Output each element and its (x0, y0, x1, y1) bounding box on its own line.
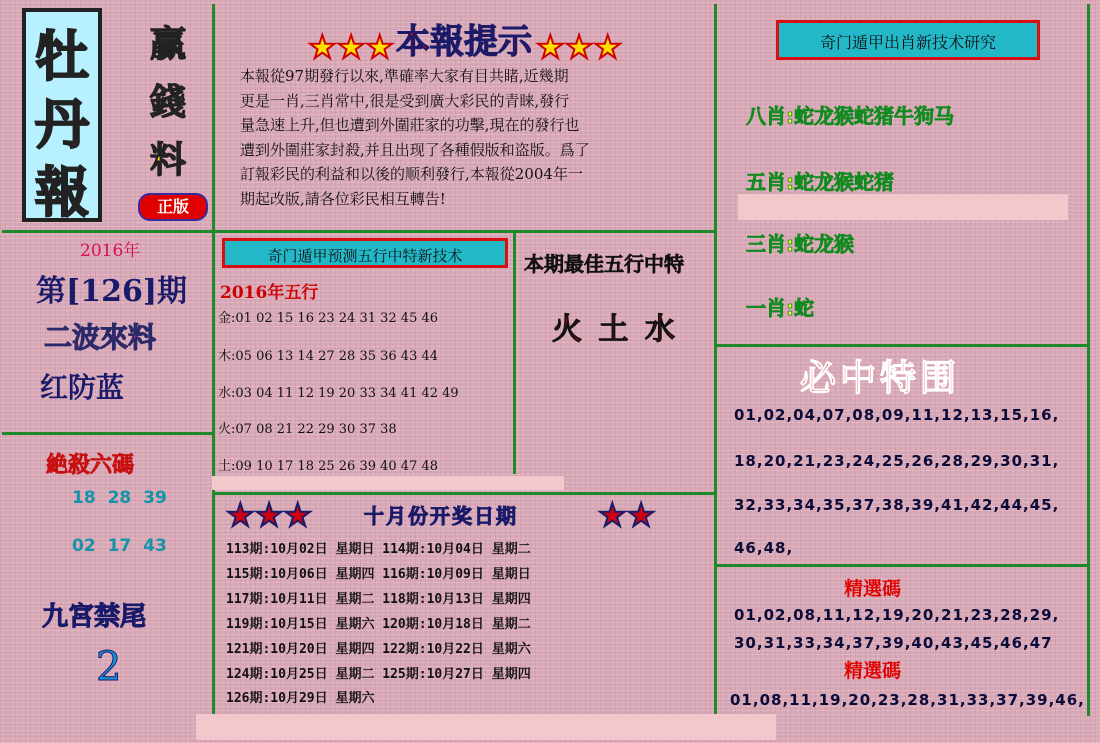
wuxing-numbers: 05 06 13 14 27 28 35 36 43 44 (235, 349, 439, 364)
calendar-row: 121期:10月20日 星期四 122期:10月22日 星期六 (226, 642, 531, 657)
wuxing-element: 木 (218, 349, 232, 364)
notice-body (240, 64, 706, 211)
slogan-char: 錢 (150, 81, 187, 123)
zodiac-research-banner: 奇门遁甲出肖新技术研究 (776, 20, 1040, 60)
qimen-wuxing-banner: 奇门遁甲预测五行中特新技术 (222, 238, 508, 268)
wuxing-numbers: 03 04 11 12 19 20 33 34 41 42 49 (235, 386, 459, 401)
zodiac-five: 五肖:蛇龙猴蛇猪 (746, 170, 894, 194)
wuxing-numbers: 01 02 15 16 23 24 31 32 45 46 (235, 311, 439, 326)
star-icon: ★★★ (536, 28, 623, 66)
wuxing-element: 水 (218, 386, 232, 401)
defense-label: 红防蓝 (40, 371, 125, 404)
selected-row: 01,08,11,19,20,23,28,31,33,37,39,46, (730, 691, 1085, 709)
notice-line: 量急速上升,但也遭到外圍莊家的功擊,現在的發行也 (240, 116, 580, 134)
special-zone-title: 必中特围 (800, 358, 961, 399)
wuxing-numbers: 07 08 21 22 29 30 37 38 (235, 422, 397, 437)
calendar-row: 119期:10月15日 星期六 120期:10月18日 星期二 (226, 617, 531, 632)
divider-horizontal-2 (2, 432, 214, 435)
logo-box (22, 8, 102, 222)
zodiac-one: 一肖:蛇 (746, 296, 814, 320)
wuxing-element: 金 (218, 311, 232, 326)
star-icon: ★★★ (308, 28, 395, 66)
divider-vertical-1 (212, 4, 215, 716)
calendar-row: 124期:10月25日 星期二 125期:10月27日 星期四 (226, 667, 531, 682)
special-zone-row: 01,02,04,07,08,09,11,12,13,15,16, (734, 406, 1060, 424)
blank-strip (196, 714, 776, 740)
slogan-char: 贏 (150, 23, 187, 65)
logo-char: 牡 (35, 24, 89, 88)
calendar-row: 117期:10月11日 星期二 118期:10月13日 星期四 (226, 592, 531, 607)
best-wuxing-title: 本期最佳五行中特 (524, 252, 684, 276)
zodiac-three: 三肖:蛇龙猴 (746, 232, 854, 256)
calendar-row: 113期:10月02日 星期日 114期:10月04日 星期二 (226, 542, 531, 557)
issue-year: 2016年 (80, 241, 141, 261)
second-wave-label: 二波來料 (44, 321, 157, 354)
special-zone-row: 46,48, (734, 539, 794, 557)
official-badge: 正版 (138, 193, 208, 221)
wuxing-row: 水:03 04 11 12 19 20 33 34 41 42 49 (218, 386, 459, 401)
special-zone-row: 18,20,21,23,24,25,26,28,29,30,31, (734, 452, 1060, 470)
nine-palace-value: 2 (96, 644, 122, 690)
best-wuxing-value: 火 土 水 (552, 312, 675, 347)
divider-vertical-3 (513, 232, 516, 474)
notice-line: 訂報彩民的利益和以後的顺利發行,本報從2004年一 (240, 165, 583, 183)
wuxing-element: 土 (218, 459, 232, 474)
selected-row: 30,31,33,34,37,39,40,43,45,46,47 (734, 634, 1053, 652)
special-zone-row: 32,33,34,35,37,38,39,41,42,44,45, (734, 496, 1060, 514)
divider-horizontal-3 (212, 492, 716, 495)
wuxing-row: 火:07 08 21 22 29 30 37 38 (218, 422, 397, 437)
notice-line: 更是一肖,三肖常中,很是受到廣大彩民的青睐,發行 (240, 91, 570, 110)
notice-title: 本報提示 (396, 22, 532, 62)
calendar-row: 115期:10月06日 星期四 116期:10月09日 星期日 (226, 567, 531, 582)
kill-six-title: 絶殺六碼 (46, 453, 135, 478)
divider-vertical-4 (1087, 4, 1090, 716)
notice-line: 本報從97期發行以來,準確率大家有目共睹,近幾期 (240, 67, 569, 85)
notice-line: 期起改版,請各位彩民相互轉告! (240, 189, 446, 208)
wuxing-element: 火 (218, 422, 232, 437)
selected-title: 精選碼 (844, 578, 902, 600)
divider-vertical-2 (714, 4, 717, 716)
wuxing-row: 金:01 02 15 16 23 24 31 32 45 46 (218, 311, 439, 326)
notice-line: 遭到外圍莊家封殺,并且出现了各種假版和盗版。爲了 (240, 140, 590, 159)
wuxing-numbers: 09 10 17 18 25 26 39 40 47 48 (235, 459, 439, 474)
divider-horizontal-1 (2, 230, 714, 233)
kill-six-row: 02 17 43 (72, 536, 167, 556)
logo-char: 報 (35, 160, 89, 224)
star-icon: ★★ (598, 496, 656, 534)
nine-palace-title: 九宮禁尾 (42, 602, 147, 632)
logo-char: 丹 (35, 92, 89, 156)
zodiac-eight: 八肖:蛇龙猴蛇猪牛狗马 (746, 104, 954, 128)
slogan-char: 料 (150, 139, 187, 181)
wuxing-year-label: 2016年五行 (220, 283, 319, 303)
divider-horizontal-5 (716, 564, 1088, 567)
wuxing-row: 土:09 10 17 18 25 26 39 40 47 48 (218, 459, 439, 474)
star-icon: ★★★ (226, 496, 313, 534)
kill-six-row: 18 28 39 (72, 488, 167, 508)
divider-horizontal-4 (716, 344, 1088, 347)
calendar-row: 126期:10月29日 星期六 (226, 691, 375, 706)
wuxing-row: 木:05 06 13 14 27 28 35 36 43 44 (218, 349, 439, 364)
selected-title: 精選碼 (844, 660, 902, 682)
selected-row: 01,02,08,11,12,19,20,21,23,28,29, (734, 606, 1060, 624)
blank-strip (738, 194, 1068, 220)
calendar-title: 十月份开奖日期 (364, 504, 518, 528)
blank-strip (212, 476, 564, 490)
issue-number: 第[126]期 (36, 274, 188, 309)
